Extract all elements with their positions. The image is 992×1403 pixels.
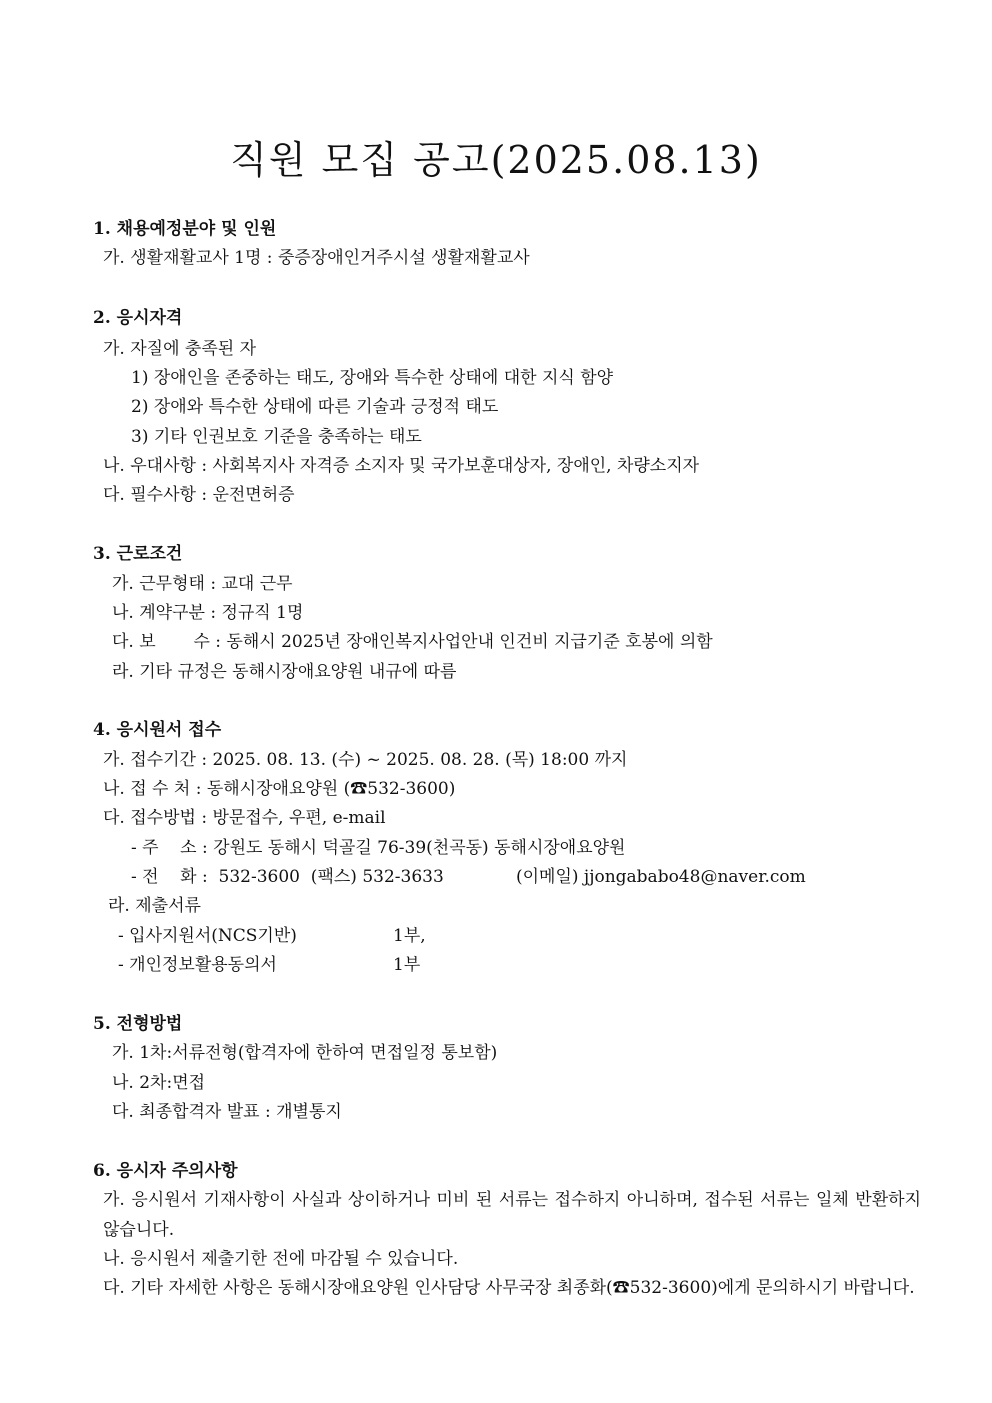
section-heading-2: 2. 응시자격 [93, 308, 183, 328]
section-4-item-4: 라. 제출서류 [108, 896, 201, 916]
section-5-item-3: 다. 최종합격자 발표 : 개별통지 [112, 1102, 342, 1122]
section-4-address: - 주 소 : 강원도 동해시 덕골길 76-39(천곡동) 동해시장애요양원 [131, 838, 626, 858]
section-2-sub-item-2: 2) 장애와 특수한 상태에 따른 기술과 긍정적 태도 [131, 397, 499, 417]
section-4-doc-2: - 개인정보활용동의서 [118, 955, 277, 975]
section-heading-5: 5. 전형방법 [93, 1014, 183, 1034]
section-2-sub-item-3: 3) 기타 인권보호 기준을 충족하는 태도 [131, 427, 422, 447]
section-4-doc-2-count: 1부 [393, 955, 421, 975]
section-2-item-3: 다. 필수사항 : 운전면허증 [103, 485, 295, 505]
section-4-doc-1-count: 1부, [393, 926, 426, 946]
section-heading-3: 3. 근로조건 [93, 544, 183, 564]
section-5-item-1: 가. 1차:서류전형(합격자에 한하여 면접일정 통보함) [112, 1043, 498, 1063]
section-5-item-2: 나. 2차:면접 [112, 1073, 206, 1093]
section-6-item-3: 다. 기타 자세한 사항은 동해시장애요양원 인사담당 사무국장 최종화(☎532-3600)에게 문의하시기 바랍니다. [103, 1278, 915, 1298]
section-2-sub-item-1: 1) 장애인을 존중하는 태도, 장애와 특수한 상태에 대한 지식 함양 [131, 368, 614, 388]
section-4-doc-1: - 입사지원서(NCS기반) [118, 926, 297, 946]
section-4-phone-fax: - 전 화 : 532-3600 (팩스) 532-3633 [131, 867, 444, 887]
section-1-item-1: 가. 생활재활교사 1명 : 중증장애인거주시설 생활재활교사 [103, 248, 530, 268]
section-3-item-3: 다. 보 수 : 동해시 2025년 장애인복지사업안내 인건비 지급기준 호봉에 의함 [112, 632, 713, 652]
section-6-item-1: 가. 응시원서 기재사항이 사실과 상이하거나 미비 된 서류는 접수하지 아니하며, 접수된 서류는 일체 반환하지 않습니다. [103, 1190, 921, 1240]
section-2-item-2: 나. 우대사항 : 사회복지사 자격증 소지자 및 국가보훈대상자, 장애인, 차량소지자 [103, 456, 700, 476]
section-6-item-2: 나. 응시원서 제출기한 전에 마감될 수 있습니다. [103, 1249, 459, 1269]
section-3-item-1: 가. 근무형태 : 교대 근무 [112, 574, 293, 594]
section-4-item-1: 가. 접수기간 : 2025. 08. 13. (수) ~ 2025. 08. 28. (목) 18:00 까지 [103, 750, 628, 770]
section-4-item-3: 다. 접수방법 : 방문접수, 우편, e-mail [103, 808, 386, 828]
section-3-item-4: 라. 기타 규정은 동해시장애요양원 내규에 따름 [112, 662, 457, 682]
section-4-item-2: 나. 접 수 처 : 동해시장애요양원 (☎532-3600) [103, 779, 456, 799]
section-3-item-2: 나. 계약구분 : 정규직 1명 [112, 603, 304, 623]
section-heading-1: 1. 채용예정분야 및 인원 [93, 219, 277, 239]
section-2-item-1: 가. 자질에 충족된 자 [103, 339, 256, 359]
section-4-email: (이메일) jjongababo48@naver.com [516, 867, 806, 887]
section-heading-6: 6. 응시자 주의사항 [93, 1161, 238, 1181]
page-title: 직원 모집 공고(2025.08.13) [230, 138, 762, 182]
section-heading-4: 4. 응시원서 접수 [93, 720, 222, 740]
